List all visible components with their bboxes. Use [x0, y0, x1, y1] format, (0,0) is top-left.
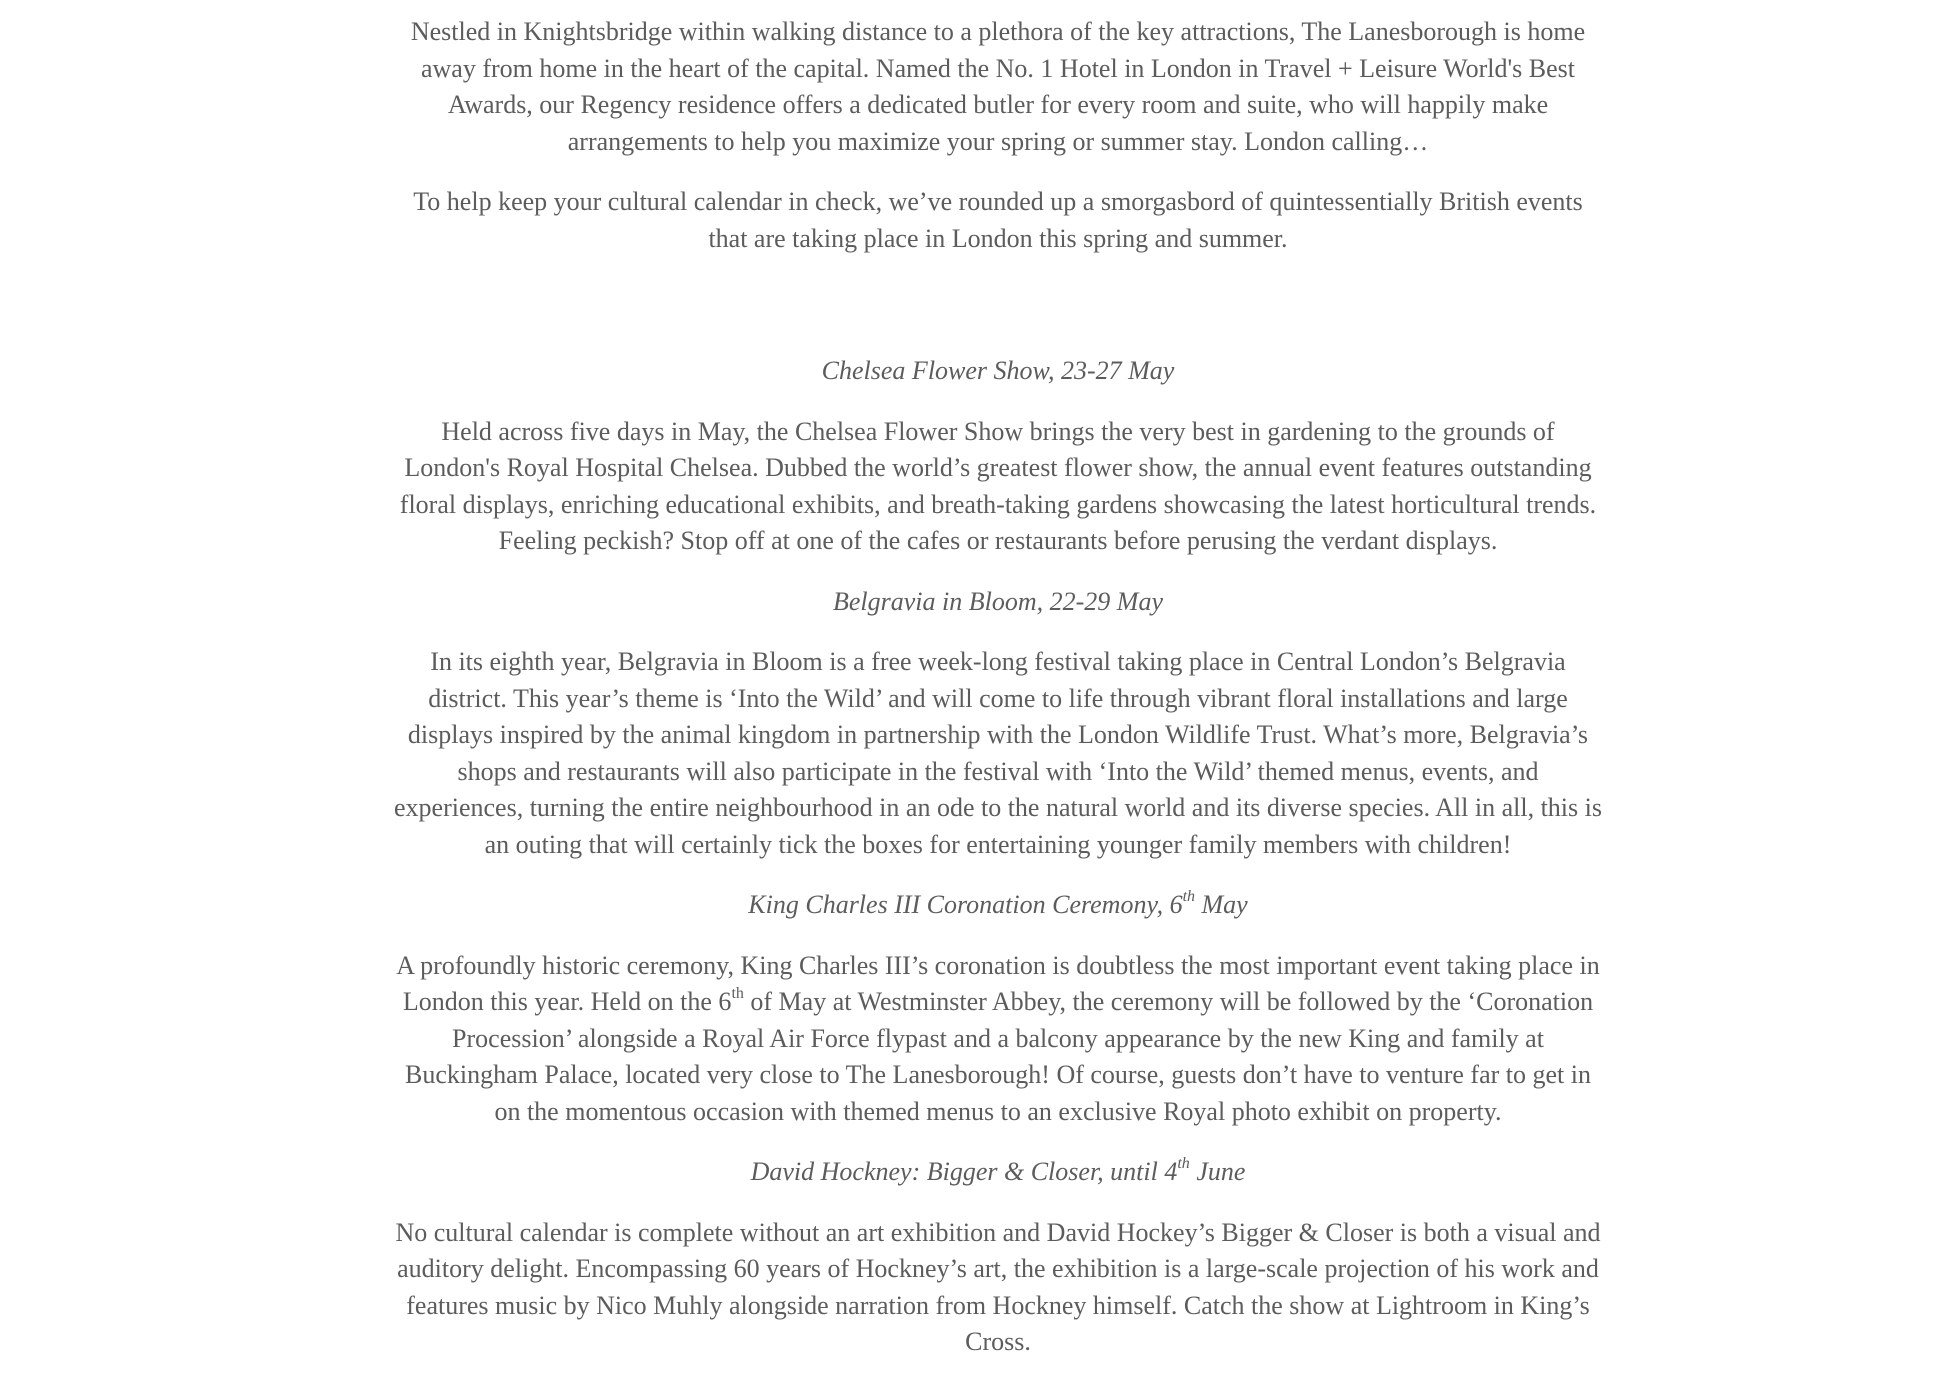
- heading-text: June: [1189, 1157, 1246, 1186]
- heading-text: David Hockney: Bigger & Closer, until 4: [750, 1157, 1178, 1186]
- event-heading-david-hockney: [393, 1154, 1603, 1191]
- event-description-chelsea-flower-show: Held across five days in May, the Chelsea Flower Show brings the very best in gardening to the grounds of London's Royal Hospital Chelsea. Dubbed the world’s greatest flower show, the annual event features outstanding floral displays, enriching educational exhibits, and breath-taking gardens showcasing the latest horticultural trends. Feeling peckish? Stop off at one of the cafes or restaurants before perusing the verdant displays.: [399, 416, 1597, 555]
- article-body: [393, 14, 1603, 1385]
- body-text: of May at Westminster Abbey, the ceremony will be followed by the ‘Coronation Procession’ alongside a Royal Air Force flypast and a balcony appearance by the new King and family at Buckingham Palace, located very close to The Lanesborough! Of course, guests don’t have to venture far to get in on the momentous occasion with themed menus to an exclusive Royal photo exhibit on property.: [404, 987, 1594, 1126]
- event-heading-coronation: [393, 887, 1603, 924]
- intro-paragraph: To help keep your cultural calendar in check, we’ve rounded up a smorgasbord of quintessentially British events that are taking place in London this spring and summer.: [413, 187, 1583, 253]
- event-description-coronation: [393, 948, 1603, 1131]
- intro-paragraph: Nestled in Knightsbridge within walking distance to a plethora of the key attractions, The Lanesborough is home away from home in the heart of the capital. Named the No. 1 Hotel in London in Travel + Leisure World's Best Awards, our Regency residence offers a dedicated butler for every room and suite, who will happily make arrangements to help you maximize your spring or summer stay. London calling…: [410, 17, 1586, 156]
- ordinal-suffix: th: [731, 985, 744, 1003]
- event-description-belgravia-in-bloom: In its eighth year, Belgravia in Bloom is a free week-long festival taking place in Central London’s Belgravia district. This year’s theme is ‘Into the Wild’ and will come to life through vibrant floral installations and large displays inspired by the animal kingdom in partnership with the London Wildlife Trust. What’s more, Belgravia’s shops and restaurants will also participate in the festival with ‘Into the Wild’ themed menus, events, and experiences, turning the entire neighbourhood in an ode to the natural world and its diverse species. All in all, this is an outing that will certainly tick the boxes for entertaining younger family members with children!: [394, 647, 1602, 859]
- event-heading-chelsea-flower-show: Chelsea Flower Show, 23-27 May: [821, 356, 1175, 385]
- event-heading-belgravia-in-bloom: Belgravia in Bloom, 22-29 May: [833, 586, 1163, 616]
- heading-text: King Charles III Coronation Ceremony, 6: [748, 890, 1183, 919]
- ordinal-suffix: th: [1182, 888, 1196, 906]
- ordinal-suffix: th: [1177, 1155, 1190, 1173]
- event-description-david-hockney: No cultural calendar is complete without an art exhibition and David Hockey’s Bigger & Closer is both a visual and auditory delight. Encompassing 60 years of Hockney’s art, the exhibition is a large-scale projection of his work and features music by Nico Muhly alongside narration from Hockney himself. Catch the show at Lightroom in King’s Cross.: [395, 1217, 1601, 1356]
- heading-text: May: [1195, 890, 1248, 919]
- body-text: A profoundly historic ceremony, King Charles III’s coronation is doubtless the most important event taking place in London this year. Held on the 6: [396, 950, 1600, 1016]
